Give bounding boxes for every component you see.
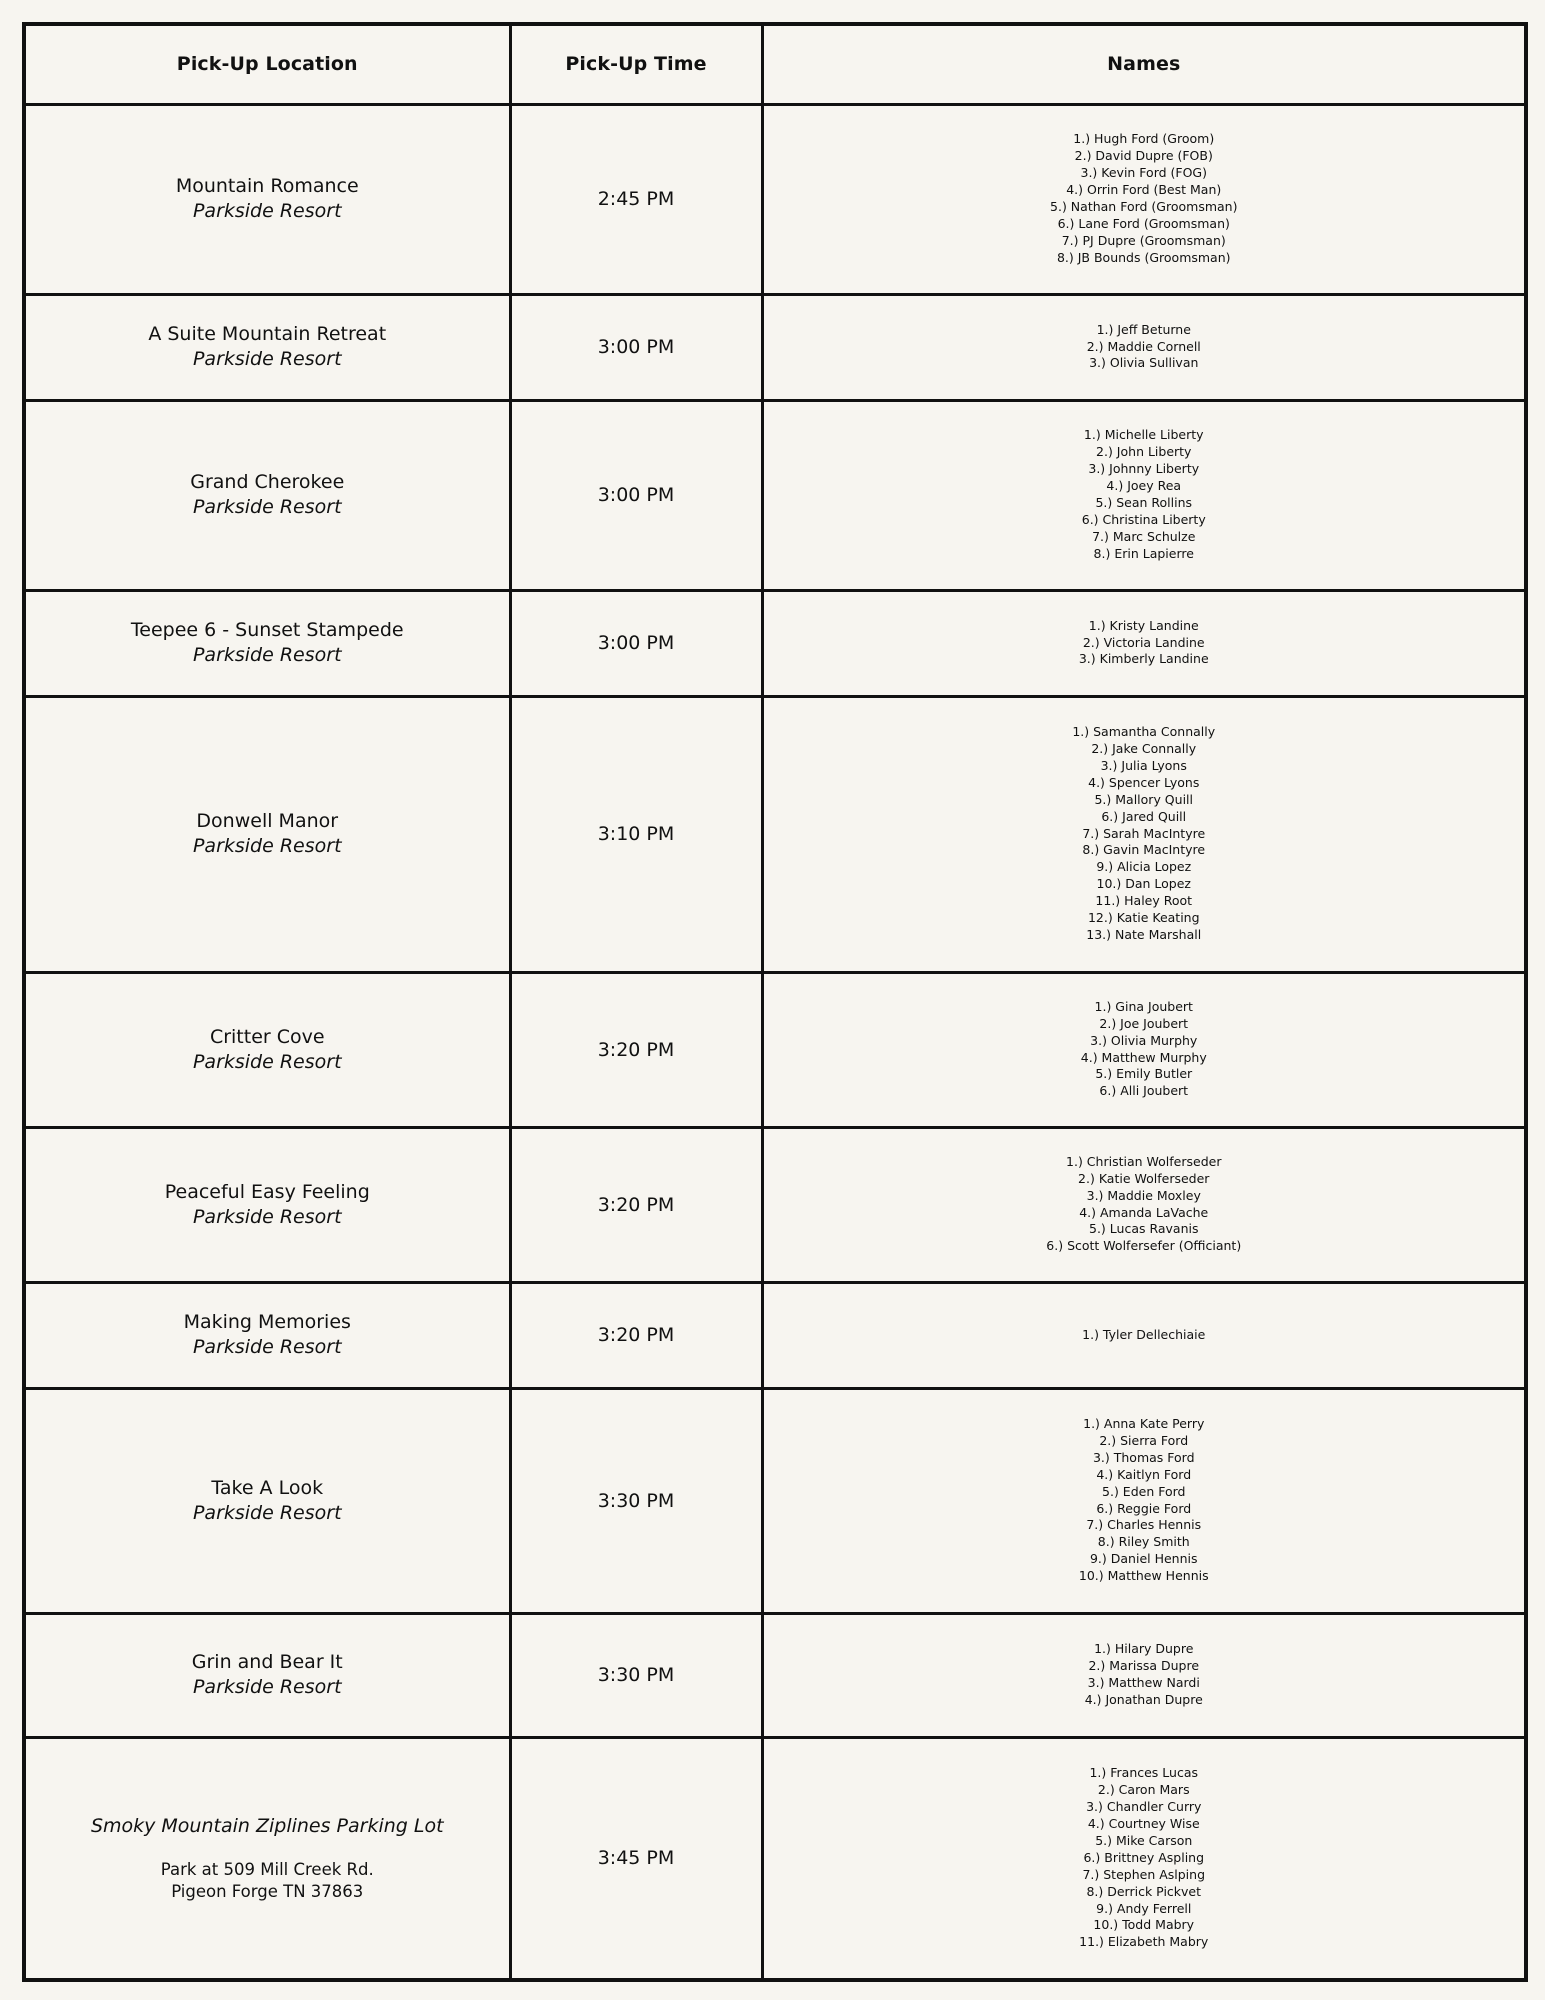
location-venue: Parkside Resort xyxy=(192,1501,342,1524)
list-item: 7.) Charles Hennis xyxy=(1086,1517,1202,1533)
location-name: Teepee 6 - Sunset Stampede xyxy=(130,619,404,641)
location-name: A Suite Mountain Retreat xyxy=(148,323,387,345)
schedule-row xyxy=(24,1282,1526,1388)
list-item: 4.) Amanda LaVache xyxy=(1079,1204,1209,1220)
header-names: Names xyxy=(762,24,1526,104)
schedule-row xyxy=(24,1388,1526,1613)
location-name: Mountain Romance xyxy=(175,175,359,197)
names-list xyxy=(770,131,1519,266)
list-item: 3.) Johnny Liberty xyxy=(1088,461,1200,477)
schedule-row xyxy=(24,294,1526,400)
pickup-location-cell xyxy=(24,1737,510,1980)
names-cell xyxy=(762,1737,1526,1980)
list-item: 5.) Mallory Quill xyxy=(1094,791,1193,807)
list-item: 7.) Stephen Aslping xyxy=(1082,1866,1206,1882)
list-item: 2.) David Dupre (FOB) xyxy=(1074,148,1213,164)
list-item: 1.) Frances Lucas xyxy=(1089,1765,1199,1781)
schedule-row xyxy=(24,1737,1526,1980)
pickup-schedule-table xyxy=(22,22,1528,1982)
names-list xyxy=(770,1327,1519,1344)
pickup-time-cell: 3:20 PM xyxy=(510,972,762,1127)
names-cell xyxy=(762,104,1526,294)
list-item: 6.) Alli Joubert xyxy=(1099,1083,1189,1099)
pickup-time-cell: 3:00 PM xyxy=(510,590,762,696)
list-item: 6.) Reggie Ford xyxy=(1096,1500,1192,1516)
pickup-location-cell xyxy=(24,696,510,972)
location-name: Take A Look xyxy=(211,1476,324,1499)
list-item: 3.) Chandler Curry xyxy=(1086,1799,1202,1815)
list-item: 1.) Anna Kate Perry xyxy=(1083,1415,1205,1431)
location-venue: Parkside Resort xyxy=(192,644,342,666)
names-list xyxy=(770,999,1519,1100)
schedule-row xyxy=(24,1613,1526,1737)
names-cell xyxy=(762,294,1526,400)
list-item: 5.) Nathan Ford (Groomsman) xyxy=(1050,199,1238,214)
pickup-location-cell xyxy=(24,400,510,590)
pickup-location-cell xyxy=(24,590,510,696)
header-pickup-time: Pick-Up Time xyxy=(510,24,762,104)
list-item: 3.) Maddie Moxley xyxy=(1086,1187,1201,1203)
list-item: 4.) Matthew Murphy xyxy=(1080,1049,1207,1065)
list-item: 10.) Matthew Hennis xyxy=(1078,1568,1209,1584)
pickup-time-cell: 3:00 PM xyxy=(510,294,762,400)
list-item: 3.) Olivia Murphy xyxy=(1090,1032,1198,1048)
pickup-time-cell: 3:10 PM xyxy=(510,696,762,972)
names-cell xyxy=(762,1127,1526,1282)
list-item: 9.) Daniel Hennis xyxy=(1089,1551,1198,1567)
location-venue: Parkside Resort xyxy=(192,200,342,222)
location-name: Donwell Manor xyxy=(196,810,339,832)
schedule-body xyxy=(24,104,1526,1980)
schedule-row xyxy=(24,1127,1526,1282)
list-item: 10.) Dan Lopez xyxy=(1096,876,1191,892)
location-venue: Parkside Resort xyxy=(192,1205,342,1228)
pickup-location-cell xyxy=(24,104,510,294)
list-item: 2.) Victoria Landine xyxy=(1082,634,1205,650)
pickup-time-cell: 3:45 PM xyxy=(510,1737,762,1980)
address-line: Pigeon Forge TN 37863 xyxy=(171,1881,364,1901)
pickup-time-cell: 3:20 PM xyxy=(510,1127,762,1282)
pickup-location-cell xyxy=(24,1388,510,1613)
pickup-location-cell xyxy=(24,972,510,1127)
location-name: Making Memories xyxy=(183,1311,351,1333)
list-item: 12.) Katie Keating xyxy=(1087,910,1200,926)
list-item: 5.) Emily Butler xyxy=(1095,1066,1193,1082)
names-cell xyxy=(762,972,1526,1127)
list-item: 4.) Courtney Wise xyxy=(1087,1815,1200,1831)
list-item: 4.) Kaitlyn Ford xyxy=(1096,1466,1192,1482)
schedule-row xyxy=(24,400,1526,590)
list-item: 8.) JB Bounds (Groomsman) xyxy=(1056,249,1231,265)
list-item: 3.) Matthew Nardi xyxy=(1087,1675,1200,1690)
pickup-time-cell: 3:20 PM xyxy=(510,1282,762,1388)
location-venue: Smoky Mountain Ziplines Parking Lot xyxy=(90,1814,444,1837)
location-venue: Parkside Resort xyxy=(192,835,342,857)
list-item: 2.) Sierra Ford xyxy=(1099,1432,1189,1448)
location-venue: Parkside Resort xyxy=(192,1050,342,1073)
list-item: 1.) Gina Joubert xyxy=(1094,998,1193,1014)
list-item: 1.) Christian Wolferseder xyxy=(1066,1153,1222,1169)
list-item: 9.) Andy Ferrell xyxy=(1096,1900,1192,1916)
list-item: 7.) Sarah MacIntyre xyxy=(1082,825,1206,841)
list-item: 8.) Riley Smith xyxy=(1097,1534,1190,1550)
list-item: 1.) Tyler Dellechiaie xyxy=(1082,1326,1206,1342)
list-item: 11.) Haley Root xyxy=(1095,893,1193,909)
schedule-row xyxy=(24,696,1526,972)
names-cell xyxy=(762,1613,1526,1737)
list-item: 3.) Thomas Ford xyxy=(1092,1449,1195,1465)
pickup-location-cell xyxy=(24,294,510,400)
location-venue: Parkside Resort xyxy=(192,348,342,370)
list-item: 6.) Christina Liberty xyxy=(1081,511,1206,527)
list-item: 8.) Gavin MacIntyre xyxy=(1082,842,1206,858)
list-item: 1.) Samantha Connally xyxy=(1072,724,1216,740)
location-address xyxy=(32,1859,503,1903)
list-item: 5.) Lucas Ravanis xyxy=(1089,1221,1199,1237)
names-list xyxy=(770,724,1519,944)
location-venue: Parkside Resort xyxy=(192,1336,342,1358)
list-item: 11.) Elizabeth Mabry xyxy=(1079,1934,1209,1950)
list-item: 4.) Spencer Lyons xyxy=(1088,774,1200,790)
list-item: 4.) Joey Rea xyxy=(1106,478,1182,494)
list-item: 2.) Jake Connally xyxy=(1091,741,1197,757)
list-item: 3.) Kevin Ford (FOG) xyxy=(1080,165,1207,181)
names-list xyxy=(770,427,1519,562)
names-cell xyxy=(762,1282,1526,1388)
list-item: 6.) Jared Quill xyxy=(1101,808,1187,824)
list-item: 7.) PJ Dupre (Groomsman) xyxy=(1061,232,1226,248)
list-item: 5.) Sean Rollins xyxy=(1095,495,1193,510)
names-list xyxy=(770,1765,1519,1951)
location-name: Critter Cove xyxy=(209,1025,325,1048)
list-item: 6.) Lane Ford (Groomsman) xyxy=(1057,215,1230,231)
list-item: 2.) Joe Joubert xyxy=(1099,1015,1189,1031)
names-cell xyxy=(762,696,1526,972)
names-list xyxy=(770,322,1519,373)
pickup-time-cell: 3:00 PM xyxy=(510,400,762,590)
pickup-location-cell xyxy=(24,1613,510,1737)
pickup-time-cell: 2:45 PM xyxy=(510,104,762,294)
list-item: 9.) Alicia Lopez xyxy=(1096,859,1192,875)
names-cell xyxy=(762,400,1526,590)
names-list xyxy=(770,618,1519,669)
location-venue: Parkside Resort xyxy=(192,496,342,518)
list-item: 3.) Julia Lyons xyxy=(1100,757,1187,773)
list-item: 2.) John Liberty xyxy=(1096,444,1192,460)
header-pickup-location: Pick-Up Location xyxy=(24,24,510,104)
list-item: 5.) Mike Carson xyxy=(1095,1832,1193,1848)
pickup-time-cell: 3:30 PM xyxy=(510,1613,762,1737)
list-item: 4.) Orrin Ford (Best Man) xyxy=(1066,182,1222,198)
list-item: 10.) Todd Mabry xyxy=(1093,1917,1195,1933)
list-item: 1.) Jeff Beturne xyxy=(1096,321,1191,337)
list-item: 1.) Michelle Liberty xyxy=(1083,427,1204,443)
list-item: 2.) Katie Wolferseder xyxy=(1078,1170,1210,1186)
list-item: 8.) Derrick Pickvet xyxy=(1086,1883,1202,1899)
list-item: 2.) Marissa Dupre xyxy=(1088,1658,1200,1674)
list-item: 7.) Marc Schulze xyxy=(1092,528,1196,544)
location-name: Grand Cherokee xyxy=(190,471,345,493)
list-item: 3.) Olivia Sullivan xyxy=(1089,355,1199,371)
list-item: 13.) Nate Marshall xyxy=(1086,926,1202,942)
list-item: 3.) Kimberly Landine xyxy=(1078,651,1209,667)
names-cell xyxy=(762,1388,1526,1613)
list-item: 1.) Hugh Ford (Groom) xyxy=(1073,131,1215,147)
list-item: 2.) Maddie Cornell xyxy=(1086,338,1201,354)
pickup-location-cell xyxy=(24,1127,510,1282)
list-item: 1.) Hilary Dupre xyxy=(1094,1641,1194,1657)
location-venue: Parkside Resort xyxy=(192,1676,342,1698)
list-item: 4.) Jonathan Dupre xyxy=(1084,1691,1203,1707)
names-list xyxy=(770,1154,1519,1255)
names-list xyxy=(770,1416,1519,1585)
list-item: 6.) Scott Wolfersefer (Officiant) xyxy=(1046,1238,1242,1254)
pickup-location-cell xyxy=(24,1282,510,1388)
schedule-row xyxy=(24,590,1526,696)
address-line: Park at 509 Mill Creek Rd. xyxy=(160,1859,374,1879)
list-item: 6.) Brittney Aspling xyxy=(1083,1849,1205,1865)
list-item: 1.) Kristy Landine xyxy=(1088,617,1199,633)
location-name: Grin and Bear It xyxy=(191,1651,343,1673)
names-list xyxy=(770,1641,1519,1709)
location-name: Peaceful Easy Feeling xyxy=(164,1180,370,1203)
list-item: 8.) Erin Lapierre xyxy=(1093,545,1194,561)
schedule-row xyxy=(24,104,1526,294)
names-cell xyxy=(762,590,1526,696)
schedule-row xyxy=(24,972,1526,1127)
pickup-time-cell: 3:30 PM xyxy=(510,1388,762,1613)
list-item: 5.) Eden Ford xyxy=(1102,1483,1186,1499)
header-row xyxy=(24,24,1526,104)
list-item: 2.) Caron Mars xyxy=(1097,1782,1190,1798)
